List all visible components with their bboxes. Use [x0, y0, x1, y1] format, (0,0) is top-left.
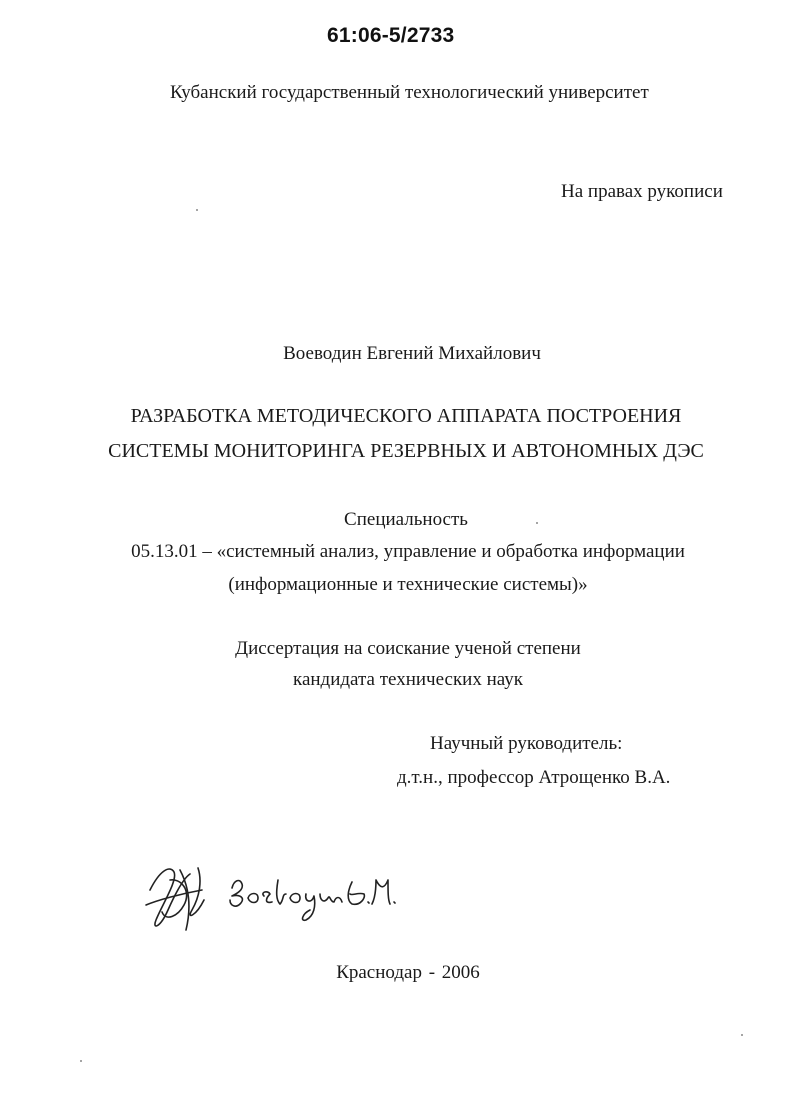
scan-speck: [196, 209, 198, 211]
dissertation-line-1: Диссертация на соискание ученой степени: [235, 638, 581, 659]
catalog-code: 61:06-5/2733: [327, 24, 455, 47]
specialty-label: Специальность: [344, 509, 468, 530]
handwritten-signature: [140, 850, 400, 940]
city-year: Краснодар - 2006: [336, 962, 480, 983]
title-line-2: СИСТЕМЫ МОНИТОРИНГА РЕЗЕРВНЫХ И АВТОНОМНЫХ ДЭС: [108, 440, 704, 462]
university-name: Кубанский государственный технологический университет: [170, 82, 649, 103]
advisor-label: Научный руководитель:: [430, 733, 623, 754]
title-line-1: РАЗРАБОТКА МЕТОДИЧЕСКОГО АППАРАТА ПОСТРОЕНИЯ: [130, 405, 682, 427]
author-name: Воеводин Евгений Михайлович: [283, 343, 541, 364]
scan-speck: [741, 1034, 743, 1036]
specialty-line-2: (информационные и технические системы)»: [228, 574, 588, 595]
specialty-line-1: 05.13.01 – «системный анализ, управление и обработка информации: [131, 541, 685, 562]
scan-speck: [536, 522, 538, 524]
scan-speck: [80, 1060, 82, 1062]
rights-note: На правах рукописи: [561, 181, 723, 202]
advisor-name: д.т.н., профессор Атрощенко В.А.: [397, 767, 671, 788]
dissertation-line-2: кандидата технических наук: [293, 669, 523, 690]
